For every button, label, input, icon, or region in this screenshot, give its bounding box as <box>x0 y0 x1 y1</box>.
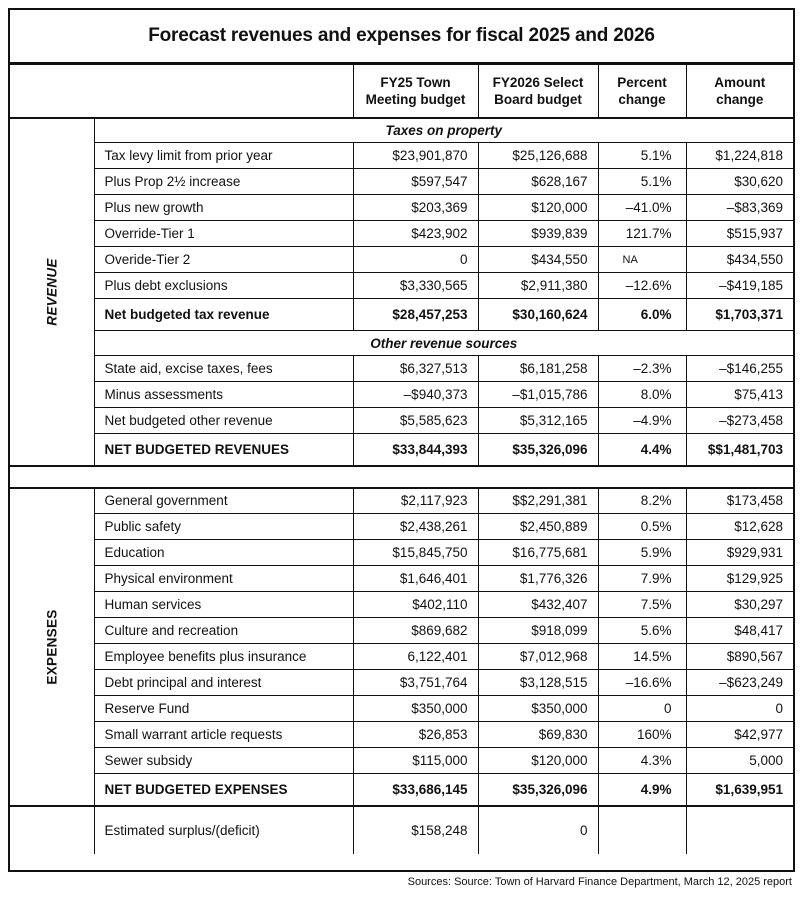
cell-amount-change: $48,417 <box>686 618 793 644</box>
row-label: Plus Prop 2½ increase <box>94 169 353 195</box>
row-label: Estimated surplus/(deficit) <box>94 806 353 854</box>
subhead-other-revenue <box>10 331 793 356</box>
table-row <box>10 382 793 408</box>
net-revenues-row <box>10 434 793 466</box>
subhead-taxes-on-property <box>10 118 793 143</box>
cell-amount-change: $30,620 <box>686 169 793 195</box>
cell-fy25: $2,438,261 <box>353 514 478 540</box>
cell-fy26: $30,160,624 <box>478 299 598 331</box>
title-bar <box>10 10 793 64</box>
subhead-other-revenue-label: Other revenue sources <box>94 331 793 356</box>
cell-percent-change: 4.4% <box>598 434 686 466</box>
table-row <box>10 722 793 748</box>
cell-percent-change: 5.6% <box>598 618 686 644</box>
row-label: NET BUDGETED EXPENSES <box>94 774 353 806</box>
cell-fy26: $120,000 <box>478 748 598 774</box>
cell-fy26: $6,181,258 <box>478 356 598 382</box>
surplus-row <box>10 806 793 854</box>
row-label: Sewer subsidy <box>94 748 353 774</box>
cell-fy26: $7,012,968 <box>478 644 598 670</box>
expenses-side-label <box>10 488 94 806</box>
subhead-taxes-on-property-label: Taxes on property <box>94 118 793 143</box>
cell-amount-change: 5,000 <box>686 748 793 774</box>
cell-fy26: $434,550 <box>478 247 598 273</box>
row-label: Employee benefits plus insurance <box>94 644 353 670</box>
cell-fy26: $69,830 <box>478 722 598 748</box>
table-row <box>10 488 793 514</box>
row-label: Human services <box>94 592 353 618</box>
cell-fy25: $5,585,623 <box>353 408 478 434</box>
cell-amount-change: 0 <box>686 696 793 722</box>
row-label: Reserve Fund <box>94 696 353 722</box>
table-row <box>10 592 793 618</box>
revenue-side-label-text: REVENUE <box>44 257 60 326</box>
cell-percent-change: 0 <box>598 696 686 722</box>
cell-fy26: $432,407 <box>478 592 598 618</box>
cell-fy25: $1,646,401 <box>353 566 478 592</box>
cell-fy26: $2,911,380 <box>478 273 598 299</box>
cell-fy25: $203,369 <box>353 195 478 221</box>
table-row <box>10 618 793 644</box>
row-label: Culture and recreation <box>94 618 353 644</box>
cell-fy25: $350,000 <box>353 696 478 722</box>
cell-fy26: $35,326,096 <box>478 434 598 466</box>
cell-fy25: 6,122,401 <box>353 644 478 670</box>
cell-percent-change: –16.6% <box>598 670 686 696</box>
cell-amount-change: $929,931 <box>686 540 793 566</box>
cell-fy25: $402,110 <box>353 592 478 618</box>
row-label: Override-Tier 1 <box>94 221 353 247</box>
cell-amount-change: $890,567 <box>686 644 793 670</box>
surplus-side-blank <box>10 806 94 854</box>
cell-amount-change: $42,977 <box>686 722 793 748</box>
cell-amount-change: –$83,369 <box>686 195 793 221</box>
table-row <box>10 408 793 434</box>
row-label: Minus assessments <box>94 382 353 408</box>
cell-percent-change: 4.3% <box>598 748 686 774</box>
row-label: Net budgeted other revenue <box>94 408 353 434</box>
cell-amount-change: –$419,185 <box>686 273 793 299</box>
cell-fy26: $35,326,096 <box>478 774 598 806</box>
cell-fy26: $2,450,889 <box>478 514 598 540</box>
cell-amount-change: $129,925 <box>686 566 793 592</box>
row-label: Plus new growth <box>94 195 353 221</box>
cell-percent-change: 121.7% <box>598 221 686 247</box>
cell-fy26: $5,312,165 <box>478 408 598 434</box>
cell-fy26: $25,126,688 <box>478 143 598 169</box>
cell-fy25: $6,327,513 <box>353 356 478 382</box>
cell-amount-change: $515,937 <box>686 221 793 247</box>
cell-fy25: $23,901,870 <box>353 143 478 169</box>
row-label: Debt principal and interest <box>94 670 353 696</box>
cell-fy25: $33,844,393 <box>353 434 478 466</box>
cell-amount-change: $1,224,818 <box>686 143 793 169</box>
cell-fy25: –$940,373 <box>353 382 478 408</box>
table-row <box>10 514 793 540</box>
table-row <box>10 143 793 169</box>
table-row <box>10 566 793 592</box>
header-amount-change: Amount change <box>686 65 793 118</box>
header-percent-change: Percent change <box>598 65 686 118</box>
source-note: Sources: Source: Town of Harvard Finance Department, March 12, 2025 report <box>407 876 792 888</box>
cell-fy25: $597,547 <box>353 169 478 195</box>
header-fy26: FY2026 Select Board budget <box>478 65 598 118</box>
cell-amount-change <box>686 806 793 854</box>
table-row <box>10 195 793 221</box>
header-blank <box>10 65 353 118</box>
header-row <box>10 65 793 118</box>
cell-percent-change: –12.6% <box>598 273 686 299</box>
cell-amount-change: $1,639,951 <box>686 774 793 806</box>
cell-fy25: $15,845,750 <box>353 540 478 566</box>
row-label: General government <box>94 488 353 514</box>
table-row <box>10 670 793 696</box>
table-row <box>10 221 793 247</box>
cell-amount-change: $12,628 <box>686 514 793 540</box>
cell-fy26: $628,167 <box>478 169 598 195</box>
header-fy25: FY25 Town Meeting budget <box>353 65 478 118</box>
cell-fy26: $1,776,326 <box>478 566 598 592</box>
cell-percent-change: 160% <box>598 722 686 748</box>
cell-percent-change: –2.3% <box>598 356 686 382</box>
table-row <box>10 696 793 722</box>
row-label: Plus debt exclusions <box>94 273 353 299</box>
cell-percent-change: NA <box>598 247 686 273</box>
cell-percent-change: 8.2% <box>598 488 686 514</box>
table-row <box>10 169 793 195</box>
expenses-side-label-text: EXPENSES <box>44 608 60 685</box>
cell-percent-change: –41.0% <box>598 195 686 221</box>
cell-fy26: $350,000 <box>478 696 598 722</box>
cell-fy26: $939,839 <box>478 221 598 247</box>
cell-fy25: $28,457,253 <box>353 299 478 331</box>
cell-fy25: $2,117,923 <box>353 488 478 514</box>
row-label: Net budgeted tax revenue <box>94 299 353 331</box>
cell-fy26: 0 <box>478 806 598 854</box>
row-label: Overide-Tier 2 <box>94 247 353 273</box>
row-label: Tax levy limit from prior year <box>94 143 353 169</box>
cell-fy25: $115,000 <box>353 748 478 774</box>
cell-percent-change: 7.5% <box>598 592 686 618</box>
revenue-side-label <box>10 118 94 466</box>
cell-percent-change: 5.1% <box>598 169 686 195</box>
cell-fy25: $3,751,764 <box>353 670 478 696</box>
cell-amount-change: –$146,255 <box>686 356 793 382</box>
row-label: NET BUDGETED REVENUES <box>94 434 353 466</box>
row-label: Physical environment <box>94 566 353 592</box>
cell-fy25: $869,682 <box>353 618 478 644</box>
budget-table <box>10 64 793 854</box>
row-label: State aid, excise taxes, fees <box>94 356 353 382</box>
cell-fy25: $26,853 <box>353 722 478 748</box>
cell-percent-change: 5.1% <box>598 143 686 169</box>
cell-fy26: $16,775,681 <box>478 540 598 566</box>
cell-percent-change: –4.9% <box>598 408 686 434</box>
table-row <box>10 247 793 273</box>
net-tax-revenue-row <box>10 299 793 331</box>
spacer-row <box>10 466 793 488</box>
cell-percent-change: 0.5% <box>598 514 686 540</box>
cell-amount-change: $173,458 <box>686 488 793 514</box>
cell-fy26: $918,099 <box>478 618 598 644</box>
cell-amount-change: $$1,481,703 <box>686 434 793 466</box>
table-row <box>10 356 793 382</box>
cell-fy26: $3,128,515 <box>478 670 598 696</box>
cell-fy26: $120,000 <box>478 195 598 221</box>
table-row <box>10 273 793 299</box>
row-label: Small warrant article requests <box>94 722 353 748</box>
cell-fy25: $3,330,565 <box>353 273 478 299</box>
cell-amount-change: $434,550 <box>686 247 793 273</box>
cell-percent-change: 7.9% <box>598 566 686 592</box>
cell-fy26: $$2,291,381 <box>478 488 598 514</box>
cell-percent-change: 14.5% <box>598 644 686 670</box>
row-label: Education <box>94 540 353 566</box>
table-row <box>10 540 793 566</box>
table-row <box>10 748 793 774</box>
cell-fy25: 0 <box>353 247 478 273</box>
cell-fy25: $158,248 <box>353 806 478 854</box>
cell-amount-change: $30,297 <box>686 592 793 618</box>
cell-percent-change <box>598 806 686 854</box>
spacer-cell <box>10 466 793 488</box>
table-row <box>10 644 793 670</box>
cell-percent-change: 8.0% <box>598 382 686 408</box>
cell-percent-change: 5.9% <box>598 540 686 566</box>
net-expenses-row <box>10 774 793 806</box>
cell-fy25: $423,902 <box>353 221 478 247</box>
cell-amount-change: $1,703,371 <box>686 299 793 331</box>
cell-fy25: $33,686,145 <box>353 774 478 806</box>
cell-amount-change: –$623,249 <box>686 670 793 696</box>
cell-amount-change: –$273,458 <box>686 408 793 434</box>
cell-percent-change: 6.0% <box>598 299 686 331</box>
cell-percent-change: 4.9% <box>598 774 686 806</box>
page-title: Forecast revenues and expenses for fiscal 2025 and 2026 <box>148 25 655 46</box>
cell-amount-change: $75,413 <box>686 382 793 408</box>
table-frame <box>8 8 795 872</box>
cell-fy26: –$1,015,786 <box>478 382 598 408</box>
row-label: Public safety <box>94 514 353 540</box>
